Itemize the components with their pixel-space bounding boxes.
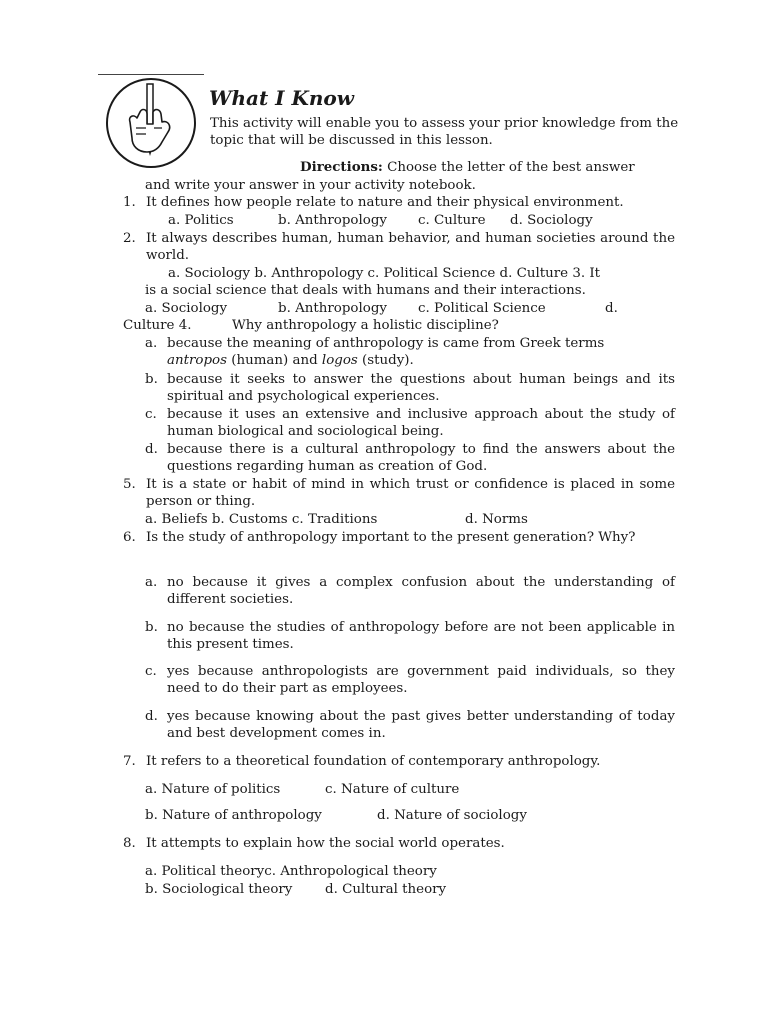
option-text: no because it gives a complex confusion about the understanding of different societies. bbox=[167, 575, 675, 607]
q4-option-a bbox=[145, 335, 675, 369]
option-d: d. Norms bbox=[465, 512, 528, 527]
question-number: 8. bbox=[123, 836, 136, 851]
option-d: d. bbox=[605, 301, 618, 316]
question-6 bbox=[123, 529, 675, 546]
option-text: because it uses an extensive and inclusive approach about the study of human biological and sociological being. bbox=[167, 407, 675, 439]
option-text: yes because knowing about the past gives better understanding of today and best development comes in. bbox=[167, 709, 675, 741]
option-text: because it seeks to answer the questions about human beings and its spiritual and psychological experiences. bbox=[167, 372, 675, 404]
option-d: d. Nature of sociology bbox=[377, 808, 527, 823]
option-text bbox=[167, 335, 675, 369]
option-label: a. bbox=[145, 575, 158, 590]
question-8 bbox=[123, 835, 675, 852]
option-label: a. bbox=[145, 336, 158, 351]
option-b: b. Sociological theory bbox=[145, 882, 293, 897]
directions-label: Directions: bbox=[300, 159, 383, 175]
option-b: b. Anthropology bbox=[278, 213, 387, 228]
directions-text: Choose the letter of the best answer bbox=[387, 160, 635, 175]
option-d: d. Cultural theory bbox=[325, 882, 447, 897]
option-text-part: (human) and bbox=[226, 353, 322, 368]
question-text: It always describes human, human behavior, and human societies around the world. bbox=[146, 231, 675, 263]
option-b: b. Anthropology bbox=[278, 301, 387, 316]
q3-text: is a social science that deals with humans and their interactions. bbox=[145, 283, 586, 298]
q6-option-a bbox=[145, 574, 675, 608]
question-text: It attempts to explain how the social world operates. bbox=[146, 836, 505, 851]
question-number: 2. bbox=[123, 231, 136, 246]
q2-options-line: a. Sociology b. Anthropology c. Political Science d. Culture 3. It bbox=[168, 266, 601, 281]
option-label: b. bbox=[145, 372, 158, 387]
option-a: a. Nature of politics bbox=[145, 782, 281, 797]
option-c: c. Culture bbox=[418, 213, 486, 228]
question-7 bbox=[123, 753, 675, 770]
q6-option-b bbox=[145, 619, 675, 653]
q6-option-c bbox=[145, 663, 675, 697]
option-d: d. Sociology bbox=[510, 213, 593, 228]
option-a: a. Politics bbox=[168, 213, 234, 228]
question-number: 5. bbox=[123, 477, 136, 492]
question-5 bbox=[123, 476, 675, 510]
option-text-part: (study). bbox=[357, 353, 414, 368]
option-label: c. bbox=[145, 407, 157, 422]
q4-option-c bbox=[145, 406, 675, 440]
directions-text-cont: and write your answer in your activity notebook. bbox=[145, 178, 476, 193]
option-d-cont: Culture 4. bbox=[123, 318, 192, 333]
q6-option-d bbox=[145, 708, 675, 742]
option-c: c. Political Science bbox=[418, 301, 546, 316]
option-label: d. bbox=[145, 442, 158, 457]
option-label: b. bbox=[145, 620, 158, 635]
question-1 bbox=[123, 194, 675, 211]
option-text-line: because the meaning of anthropology is came from Greek terms bbox=[167, 336, 605, 351]
options-abc: a. Beliefs b. Customs c. Traditions bbox=[145, 512, 378, 527]
question-number: 6. bbox=[123, 530, 136, 545]
q4-option-b bbox=[145, 371, 675, 405]
term-antropos: antropos bbox=[167, 353, 227, 368]
q4-option-d bbox=[145, 441, 675, 475]
question-text: Is the study of anthropology important to the present generation? Why? bbox=[146, 530, 636, 545]
question-text: Why anthropology a holistic discipline? bbox=[232, 318, 499, 333]
page-title: What I Know bbox=[209, 86, 354, 110]
term-logos: logos bbox=[321, 353, 358, 368]
header-rule bbox=[98, 74, 204, 75]
option-c: c. Nature of culture bbox=[325, 782, 460, 797]
option-label: c. bbox=[145, 664, 157, 679]
question-2 bbox=[123, 230, 675, 264]
question-number: 7. bbox=[123, 754, 136, 769]
hand-holding-pencil-icon bbox=[104, 76, 198, 170]
option-text: because there is a cultural anthropology to find the answers about the questions regarding human as creation of God. bbox=[167, 442, 675, 474]
options-ac: a. Political theoryc. Anthropological theory bbox=[145, 864, 437, 879]
directions-line bbox=[300, 159, 635, 176]
option-text: yes because anthropologists are government paid individuals, so they need to do their part as employees. bbox=[167, 664, 675, 696]
question-text: It is a state or habit of mind in which trust or confidence is placed in some person or thing. bbox=[146, 477, 675, 509]
option-b: b. Nature of anthropology bbox=[145, 808, 322, 823]
option-a: a. Sociology bbox=[145, 301, 228, 316]
question-text: It refers to a theoretical foundation of contemporary anthropology. bbox=[146, 754, 601, 769]
option-text: no because the studies of anthropology before are not been applicable in this present times. bbox=[167, 620, 675, 652]
question-number: 1. bbox=[123, 195, 136, 210]
intro-text: This activity will enable you to assess your prior knowledge from the topic that will be discussed in this lesson. bbox=[210, 116, 679, 148]
question-text: It defines how people relate to nature and their physical environment. bbox=[146, 195, 624, 210]
option-label: d. bbox=[145, 709, 158, 724]
